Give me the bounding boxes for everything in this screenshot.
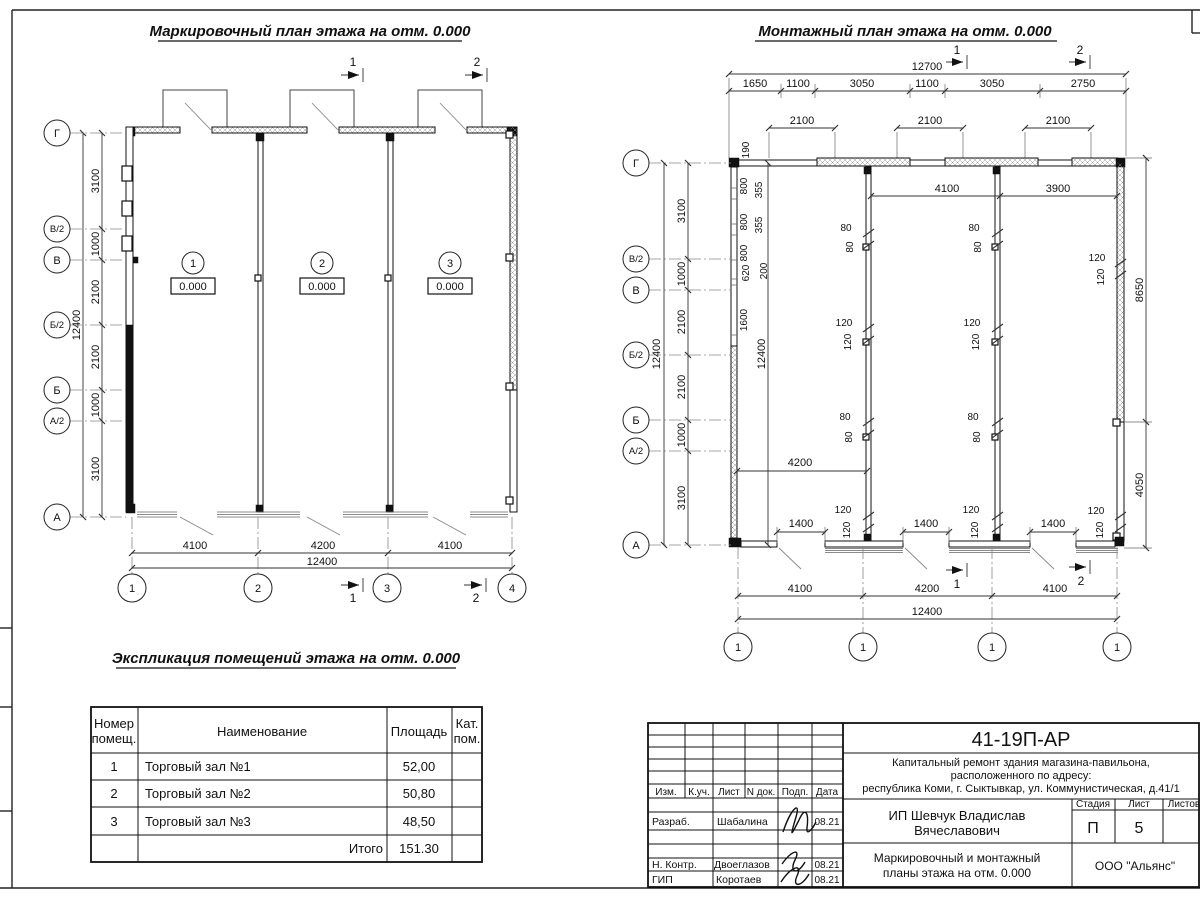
dim-label: 800 [739, 213, 750, 231]
cell-area: 52,00 [402, 759, 436, 774]
axis-label: В/2 [49, 224, 65, 235]
dim-label: 4100 [934, 183, 960, 195]
dim-label: 80 [968, 223, 980, 234]
title-block [648, 723, 1200, 887]
dim-label: 80 [967, 412, 979, 423]
dim-label: 80 [973, 241, 984, 253]
cell-area: 50,80 [402, 786, 436, 801]
room-number: 3 [446, 258, 454, 270]
cell-name: Торговый зал №2 [145, 786, 251, 801]
signature-scribbles [781, 808, 816, 884]
dim-label: 1600 [739, 308, 750, 332]
right-plan-section-marks-top [946, 43, 1090, 69]
dim-label: 4100 [1042, 583, 1068, 595]
dim-label: 2100 [676, 374, 688, 400]
axis-label: А/2 [49, 416, 65, 427]
right-plan-right-dims [1124, 158, 1152, 548]
col-header: Дата [815, 787, 839, 798]
col-header: Наименование [216, 724, 308, 739]
dim-label: 120 [842, 521, 853, 539]
section-mark-label: 1 [349, 591, 357, 605]
col-header: Изм. [655, 787, 677, 798]
dim-label: 3100 [676, 485, 688, 511]
dim-label: 120 [834, 505, 852, 516]
signer-role: Н. Контр. [652, 859, 697, 871]
right-plan-row-axes [623, 150, 768, 558]
dim-label: 800 [739, 244, 750, 262]
col-header: Номер [93, 716, 135, 731]
axis-label: Б/2 [49, 320, 65, 331]
section-mark-label: 1 [953, 577, 961, 591]
total-value: 151.30 [399, 841, 439, 856]
axis-label: 1 [859, 642, 867, 654]
right-plan [623, 23, 1152, 661]
axis-label: Б/2 [628, 350, 644, 361]
col-header: помещ. [91, 731, 137, 746]
section-mark-label: 1 [953, 43, 961, 57]
dim-label: 1400 [788, 518, 814, 530]
signer-name: Шабалина [717, 816, 768, 828]
dim-total-label: 12400 [756, 338, 768, 370]
axis-label: В [53, 255, 61, 267]
client-name: ИП Шевчук Владислав [888, 808, 1026, 823]
dim-label: 120 [1095, 521, 1106, 539]
left-plan-title: Маркировочный план этажа на отм. 0.000 [149, 23, 471, 40]
dim-label: 120 [1088, 253, 1106, 264]
dim-label: 4200 [914, 583, 940, 595]
right-plan-top-dims [729, 61, 1126, 158]
left-plan-section-marks-bottom [341, 578, 486, 605]
dim-total-label: 12400 [71, 309, 83, 341]
axis-label: 2 [254, 583, 262, 595]
dim-label: 1400 [1040, 518, 1066, 530]
right-plan-section-marks-bottom [946, 560, 1090, 591]
axis-label: А/2 [628, 446, 644, 457]
room-table-title: Экспликация помещений этажа на отм. 0.000 [111, 650, 461, 667]
dim-label: 200 [759, 262, 770, 280]
sheet-title: Маркировочный и монтажный [873, 851, 1041, 865]
right-plan-walls [729, 158, 1125, 569]
left-plan-canopies [163, 90, 482, 130]
dim-total-label: 12400 [306, 556, 338, 568]
signer-name: Двоеглазов [714, 859, 770, 871]
dim-label: 1100 [786, 78, 810, 90]
col-header: Кат. [455, 716, 479, 731]
room-level: 0.000 [436, 281, 464, 293]
dim-total-label: 12400 [651, 338, 663, 370]
axis-label: А [632, 540, 640, 552]
signer-role: Разраб. [652, 816, 690, 828]
room-level: 0.000 [308, 281, 336, 293]
cell-num: 2 [110, 786, 118, 801]
axis-label: 1 [128, 583, 136, 595]
dim-label: 1400 [913, 518, 939, 530]
dim-label: 355 [754, 216, 765, 234]
left-plan-walls [122, 127, 517, 535]
dim-label: 1000 [676, 261, 688, 287]
left-plan-section-marks-top [341, 55, 487, 82]
dim-label: 120 [971, 333, 982, 351]
sheet-value: 5 [1134, 820, 1144, 837]
right-plan-inner-dims [737, 183, 1117, 471]
left-plan-col-axes [118, 517, 526, 602]
axis-label: Б [632, 415, 640, 427]
right-plan-opening-dims [777, 518, 1076, 543]
signer-role: ГИП [652, 874, 673, 886]
section-mark-label: 2 [473, 55, 481, 69]
cell-num: 3 [110, 814, 118, 829]
room-number: 1 [189, 258, 197, 270]
client-name: Вячеславович [914, 823, 1000, 838]
dim-label: 355 [754, 181, 765, 199]
project-description: расположенного по адресу: [950, 770, 1092, 782]
signer-date: 08.21 [814, 817, 840, 828]
col-header: К.уч. [688, 787, 710, 798]
right-plan-col-axes [724, 547, 1131, 661]
dim-label: 80 [844, 431, 855, 443]
axis-label: Б [53, 385, 61, 397]
signer-date: 08.21 [814, 860, 840, 871]
dim-label: 120 [970, 521, 981, 539]
dim-label: 4100 [787, 583, 813, 595]
dim-label: 120 [843, 333, 854, 351]
axis-label: 3 [383, 583, 391, 595]
doc-code: 41-19П-АР [971, 729, 1071, 751]
dim-label: 800 [739, 177, 750, 195]
left-plan-rooms [171, 252, 472, 294]
company-name: ООО "Альянс" [1094, 859, 1176, 873]
dim-label: 3100 [90, 456, 102, 482]
cell-name: Торговый зал №3 [145, 814, 251, 829]
cell-area: 48,50 [402, 814, 436, 829]
dim-label: 120 [963, 318, 981, 329]
dim-label: 4200 [310, 540, 336, 552]
col-header: пом. [453, 731, 481, 746]
right-plan-panel-dims [739, 141, 770, 331]
right-plan-stud-dims [835, 223, 1126, 538]
dim-total-label: 12700 [911, 61, 943, 73]
dim-label: 4200 [787, 457, 813, 469]
axis-label: А [53, 512, 61, 524]
dim-label: 3050 [979, 78, 1005, 90]
axis-label: В/2 [628, 254, 644, 265]
dim-label: 2100 [917, 115, 943, 127]
dim-label: 2750 [1070, 78, 1096, 90]
axis-label: 1 [734, 642, 742, 654]
dim-label: 3100 [676, 198, 688, 224]
section-mark-label: 2 [1077, 574, 1085, 588]
col-header: Площадь [390, 724, 448, 739]
dim-label: 3050 [849, 78, 875, 90]
axis-label: Г [54, 128, 60, 140]
dim-label: 80 [972, 431, 983, 443]
project-description: республика Коми, г. Сыктывкар, ул. Коммунистическая, д.41/1 [862, 783, 1180, 795]
section-mark-label: 2 [472, 591, 480, 605]
axis-label: Г [633, 158, 639, 170]
dim-label: 4100 [437, 540, 463, 552]
right-plan-title: Монтажный план этажа на отм. 0.000 [758, 23, 1052, 40]
axis-label: В [632, 285, 640, 297]
sheet-title: планы этажа на отм. 0.000 [882, 866, 1032, 880]
signer-date: 08.21 [814, 875, 840, 886]
project-description: Капитальный ремонт здания магазина-павильона, [892, 757, 1150, 769]
room-number: 2 [318, 258, 326, 270]
axis-label: 4 [508, 583, 516, 595]
stage-value: П [1087, 820, 1099, 837]
col-header: Подп. [781, 787, 809, 798]
dim-label: 80 [839, 412, 851, 423]
sheet-header: Лист [1128, 799, 1150, 810]
dim-label: 120 [835, 318, 853, 329]
dim-label: 120 [962, 505, 980, 516]
dim-label: 2100 [90, 279, 102, 305]
col-header: Лист [718, 787, 740, 798]
sheets-header: Листов [1167, 799, 1200, 810]
signer-name: Коротаев [716, 874, 762, 886]
section-mark-label: 1 [349, 55, 357, 69]
dim-total-label: 12400 [911, 606, 943, 618]
cell-name: Торговый зал №1 [145, 759, 251, 774]
dim-label: 4050 [1134, 472, 1146, 498]
dim-label: 1000 [90, 392, 102, 418]
col-header: N док. [746, 787, 776, 798]
dim-label: 3100 [90, 168, 102, 194]
dim-label: 3900 [1045, 183, 1071, 195]
left-plan [44, 23, 526, 605]
section-mark-label: 2 [1076, 43, 1084, 57]
room-table [91, 650, 482, 862]
dim-label: 2100 [90, 344, 102, 370]
dim-label: 120 [1096, 268, 1107, 286]
dim-label: 620 [741, 264, 752, 282]
room-level: 0.000 [179, 281, 207, 293]
axis-label: 1 [1113, 642, 1121, 654]
stage-header: Стадия [1075, 799, 1111, 810]
dim-label: 1000 [676, 422, 688, 448]
cell-num: 1 [110, 759, 118, 774]
dim-label: 2100 [676, 309, 688, 335]
dim-label: 80 [845, 241, 856, 253]
left-plan-row-axes [44, 120, 126, 530]
dim-label: 1000 [90, 231, 102, 257]
dim-label: 4100 [182, 540, 208, 552]
dim-label: 2100 [789, 115, 815, 127]
dim-label: 1100 [915, 78, 939, 90]
dim-label: 2100 [1045, 115, 1071, 127]
dim-label: 80 [840, 223, 852, 234]
dim-label: 1650 [742, 78, 768, 90]
dim-label: 120 [1087, 506, 1105, 517]
axis-label: 1 [988, 642, 996, 654]
dim-label: 190 [741, 141, 752, 159]
total-label: Итого [348, 841, 383, 856]
dim-label: 8650 [1134, 277, 1146, 303]
